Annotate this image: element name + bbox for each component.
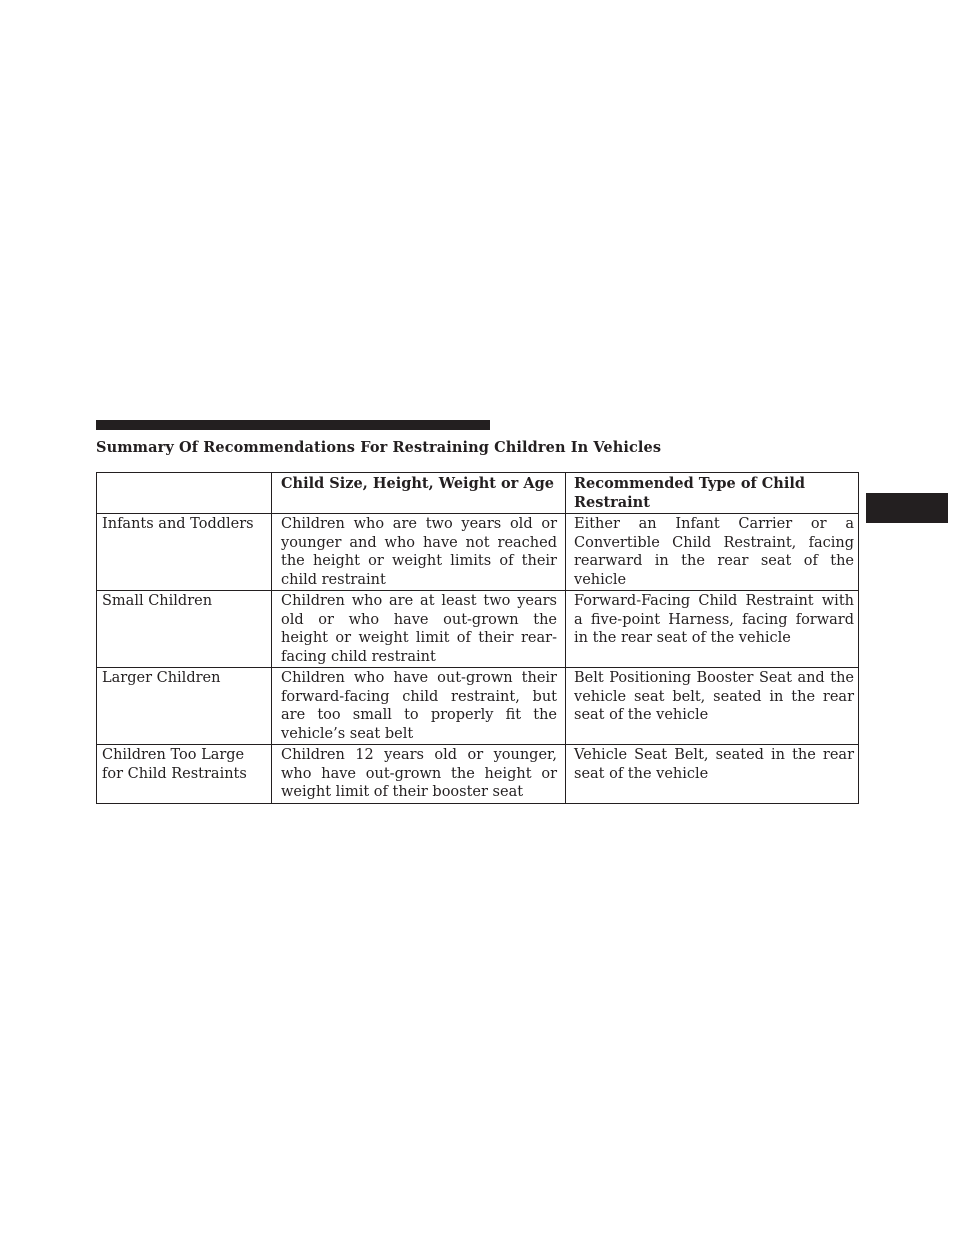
row-category	[97, 591, 272, 668]
table-row	[97, 668, 859, 745]
table-row	[97, 591, 859, 668]
child-restraint-summary-table	[96, 472, 859, 804]
category-line: Infants and Toddlers	[102, 516, 254, 532]
section-title: Summary Of Recommendations For Restraining Children In Vehicles	[96, 439, 662, 456]
row-recommended-restraint: Forward-Facing Child Restraint with a five-point Harness, facing forward in the rear seat of the vehicle	[566, 591, 859, 668]
section-header-rule	[96, 420, 490, 430]
row-recommended-restraint: Vehicle Seat Belt, seated in the rear seat of the vehicle	[566, 745, 859, 804]
header-category	[97, 473, 272, 514]
chapter-thumb-tab	[866, 493, 948, 523]
header-recommended-restraint: Recommended Type of Child Restraint	[566, 473, 859, 514]
row-category	[97, 668, 272, 745]
table-header-row	[97, 473, 859, 514]
category-line: Small Children	[102, 593, 213, 609]
table-row	[97, 514, 859, 591]
category-line: Children Too Large	[102, 747, 245, 763]
row-recommended-restraint: Either an Infant Carrier or a Convertible Child Restraint, facing rearward in the rear seat of the vehicle	[566, 514, 859, 591]
header-child-size: Child Size, Height, Weight or Age	[272, 473, 566, 514]
table-row	[97, 745, 859, 804]
row-child-size: Children who are two years old or younger and who have not reached the height or weight limits of their child restraint	[272, 514, 566, 591]
category-line: Larger Children	[102, 670, 221, 686]
row-child-size: Children 12 years old or younger, who have out-grown the height or weight limit of their booster seat	[272, 745, 566, 804]
row-child-size: Children who are at least two years old or who have out-grown the height or weight limit of their rear-facing child restraint	[272, 591, 566, 668]
row-recommended-restraint: Belt Positioning Booster Seat and the vehicle seat belt, seated in the rear seat of the vehicle	[566, 668, 859, 745]
row-category	[97, 745, 272, 804]
category-line: for Child Restraints	[102, 765, 247, 782]
row-category	[97, 514, 272, 591]
row-child-size: Children who have out-grown their forward-facing child restraint, but are too small to properly fit the vehicle’s seat belt	[272, 668, 566, 745]
